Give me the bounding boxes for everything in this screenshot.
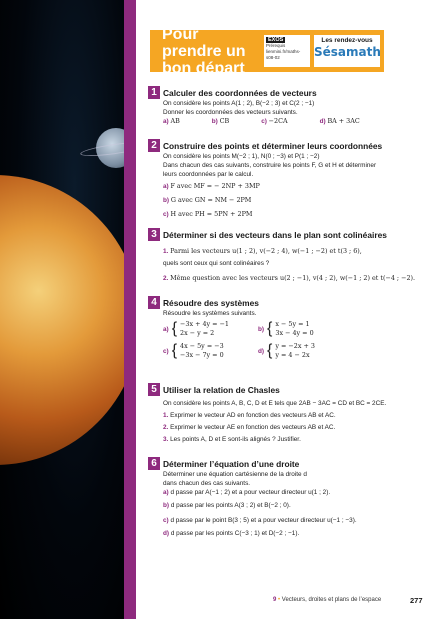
planet-venus bbox=[0, 175, 124, 465]
section-title: Utiliser la relation de Chasles bbox=[163, 384, 280, 395]
section-number: 4 bbox=[148, 296, 160, 309]
section-number: 2 bbox=[148, 139, 160, 152]
section-6 bbox=[148, 457, 428, 538]
chapter-number: 9 bbox=[273, 597, 277, 603]
list-item: 2. Même question avec les vecteurs u(2 ; −1), v(4 ; 2), w(−1 ; 2) et t(−4 ; −2). bbox=[163, 274, 416, 282]
section-text: Donner les coordonnées des vecteurs suivants. bbox=[163, 109, 298, 116]
section-2 bbox=[148, 139, 428, 219]
page-number: 277 bbox=[410, 596, 423, 605]
list-item: b) G avec GN = NM − 2PM bbox=[163, 196, 252, 204]
list-item: c) d passe par le point B(3 ; 5) et a pour vecteur directeur u(−1 ; −3). bbox=[163, 517, 357, 524]
systems-row: c) { 4x − 5y = −3 −3x − 7y = 0 d) { y = −2x + 3 y = 4 − 2x bbox=[163, 342, 315, 359]
page-footer: 9 • Vecteurs, droites et plans de l’espace bbox=[273, 597, 382, 603]
exos-link[interactable]: lienmini.fr/maths-s08-02 bbox=[266, 49, 301, 60]
list-item: a) F avec MF = − 2NP + 3MP bbox=[163, 182, 260, 190]
space-illustration bbox=[0, 0, 124, 619]
list-item: 3. Les points A, D et E sont-ils alignés ? Justifier. bbox=[163, 436, 301, 443]
list-item: 2. Exprimer le vecteur AE en fonction des vecteurs AB et AC. bbox=[163, 424, 336, 431]
section-text: On considère les points A, B, C, D et E tels que 2AB − 3AC = CD et BC = 2CE. bbox=[163, 400, 387, 407]
rdv-text: Les rendez-vous bbox=[321, 37, 373, 44]
section-title: Déterminer si des vecteurs dans le plan sont colinéaires bbox=[163, 229, 387, 240]
exos-box[interactable] bbox=[264, 35, 310, 67]
section-3 bbox=[148, 228, 428, 283]
rdv-box bbox=[314, 35, 380, 67]
section-text: On considère les points M(−2 ; 1), N(0 ; −3) et P(1 ; −2) bbox=[163, 153, 320, 160]
section-header bbox=[150, 25, 384, 77]
section-number: 6 bbox=[148, 457, 160, 470]
list-item: 1. Exprimer le vecteur AD en fonction des vecteurs AB et AC. bbox=[163, 412, 336, 419]
section-1 bbox=[148, 86, 428, 126]
exos-prerequis: Prérequis bbox=[266, 43, 286, 48]
chapter-title: Vecteurs, droites et plans de l’espace bbox=[281, 597, 382, 603]
section-number: 1 bbox=[148, 86, 160, 99]
list-item: d) d passe par les points C(−3 ; 1) et D(−2 ; −1). bbox=[163, 530, 300, 537]
section-title: Calculer des coordonnées de vecteurs bbox=[163, 87, 317, 98]
section-number: 3 bbox=[148, 228, 160, 241]
section-text: leurs coordonnées par le calcul. bbox=[163, 171, 254, 178]
section-text: On considère les points A(1 ; 2), B(−2 ; 3) et C(2 ; −1) bbox=[163, 100, 315, 107]
list-item: 1. Parmi les vecteurs u(1 ; 2), v(−2 ; 4), w(−1 ; −2) et t(3 ; 6), bbox=[163, 247, 362, 255]
section-title: Résoudre des systèmes bbox=[163, 297, 259, 308]
header-title: Pour prendre un bon départ bbox=[162, 25, 246, 77]
section-title: Déterminer l’équation d’une droite bbox=[163, 458, 300, 469]
sesamath-logo: Sésamath bbox=[314, 45, 381, 59]
section-text: Déterminer une équation cartésienne de la droite d bbox=[163, 471, 307, 478]
list-item: a) d passe par A(−1 ; 2) et a pour vecteur directeur u(1 ; 2). bbox=[163, 489, 331, 496]
accent-stripe bbox=[124, 0, 136, 619]
systems-row: a) { −3x + 4y = −1 2x − y = 2 b) { x − 5y = 1 3x − 4y = 0 bbox=[163, 320, 314, 337]
section-title: Construire des points et déterminer leurs coordonnées bbox=[163, 140, 383, 151]
section-text: dans chacun des cas suivants. bbox=[163, 480, 251, 487]
exos-tag: EXOS bbox=[268, 37, 284, 43]
section-5 bbox=[148, 383, 428, 444]
section-4 bbox=[148, 296, 428, 360]
list-item: quels sont ceux qui sont colinéaires ? bbox=[163, 260, 270, 267]
section-number: 5 bbox=[148, 383, 160, 396]
list-item: b) d passe par les points A(3 ; 2) et B(−2 ; 0). bbox=[163, 502, 291, 509]
item-row: a) AB b) CB c) −2CA d) BA + 3AC bbox=[163, 117, 360, 125]
section-text: Résoudre les systèmes suivants. bbox=[163, 310, 257, 317]
list-item: c) H avec PH = 5PN + 2PM bbox=[163, 210, 253, 218]
section-text: Dans chacun des cas suivants, construire les points F, G et H et déterminer bbox=[163, 162, 377, 169]
